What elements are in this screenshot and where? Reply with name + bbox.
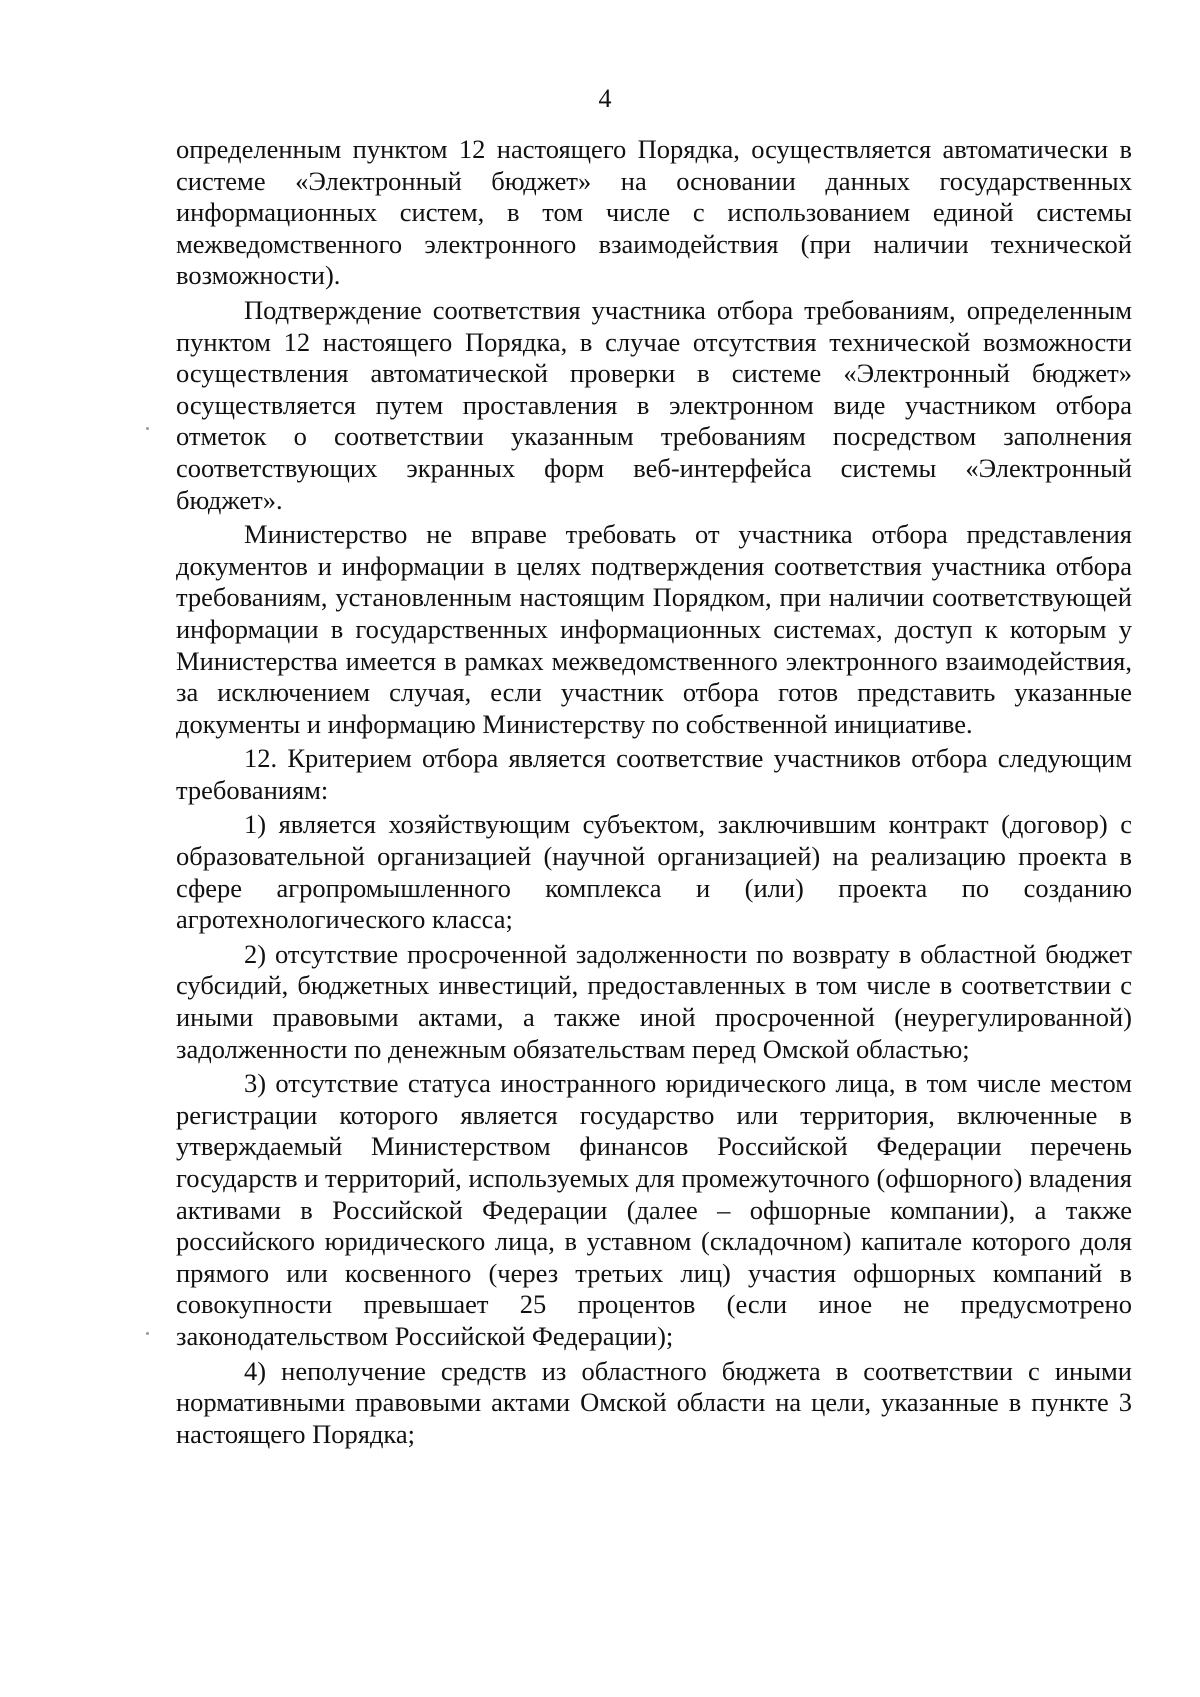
paragraph-confirmation: Подтверждение соответствия участника отбора требованиям, определенным пунктом 12 настоящего Порядка, в случае отсутствия технической возможности осуществления автоматической проверки в системе «Электронный бюджет» осуществляется путем проставления в электронном виде участником отбора отметок о соответствии указанным требованиям посредством заполнения соответствующих экранных форм веб-интерфейса системы «Электронный бюджет». [176, 294, 1132, 515]
list-item-2: 2) отсутствие просроченной задолженности по возврату в областной бюджет субсидий, бюджетных инвестиций, предоставленных в том числе в соответствии с иными правовыми актами, а также иной просроченной (неурегулированной) задолженности по денежным обязательствам перед Омской областью; [176, 938, 1132, 1064]
scan-margin-mark [146, 427, 149, 430]
list-item-3: 3) отсутствие статуса иностранного юридического лица, в том числе местом регистрации которого является государство или территория, включенные в утверждаемый Министерством финансов Российской Федерации перечень государств и территорий, используемых для промежуточного (офшорного) владения активами в Российской Федерации (далее – офшорные компании), а также российского юридического лица, в уставном (складочном) капитале которого доля прямого или косвенного (через третьих лиц) участия офшорных компаний в совокупности превышает 25 процентов (если иное не предусмотрено законодательством Российской Федерации); [176, 1068, 1132, 1351]
paragraph-ministry: Министерство не вправе требовать от участника отбора представления документов и информации в целях подтверждения соответствия участника отбора требованиям, установленным настоящим Порядком, при наличии соответствующей информации в государственных информационных системах, доступ к которым у Министерства имеется в рамках межведомственного электронного взаимодействия, за исключением случая, если участник отбора готов представить указанные документы и информацию Министерству по собственной инициативе. [176, 519, 1132, 739]
page-number: 4 [598, 84, 612, 113]
list-item-1: 1) является хозяйствующим субъектом, заключившим контракт (договор) с образовательной организацией (научной организацией) на реализацию проекта в сфере агропромышленного комплекса и (или) проекта по созданию агротехнологического класса; [176, 809, 1132, 935]
paragraph-continuation: определенным пунктом 12 настоящего Порядка, осуществляется автоматически в системе «Электронный бюджет» на основании данных государственных информационных систем, в том числе с использованием единой системы межведомственного электронного взаимодействия (при наличии технической возможности). [176, 134, 1132, 291]
paragraph-criterion-12: 12. Критерием отбора является соответствие участников отбора следующим требованиям: [176, 743, 1132, 805]
list-item-4: 4) неполучение средств из областного бюджета в соответствии с иными нормативными правовыми актами Омской области на цели, указанные в пункте 3 настоящего Порядка; [176, 1355, 1132, 1449]
scan-margin-mark [146, 1332, 149, 1335]
document-body [176, 134, 1132, 1453]
